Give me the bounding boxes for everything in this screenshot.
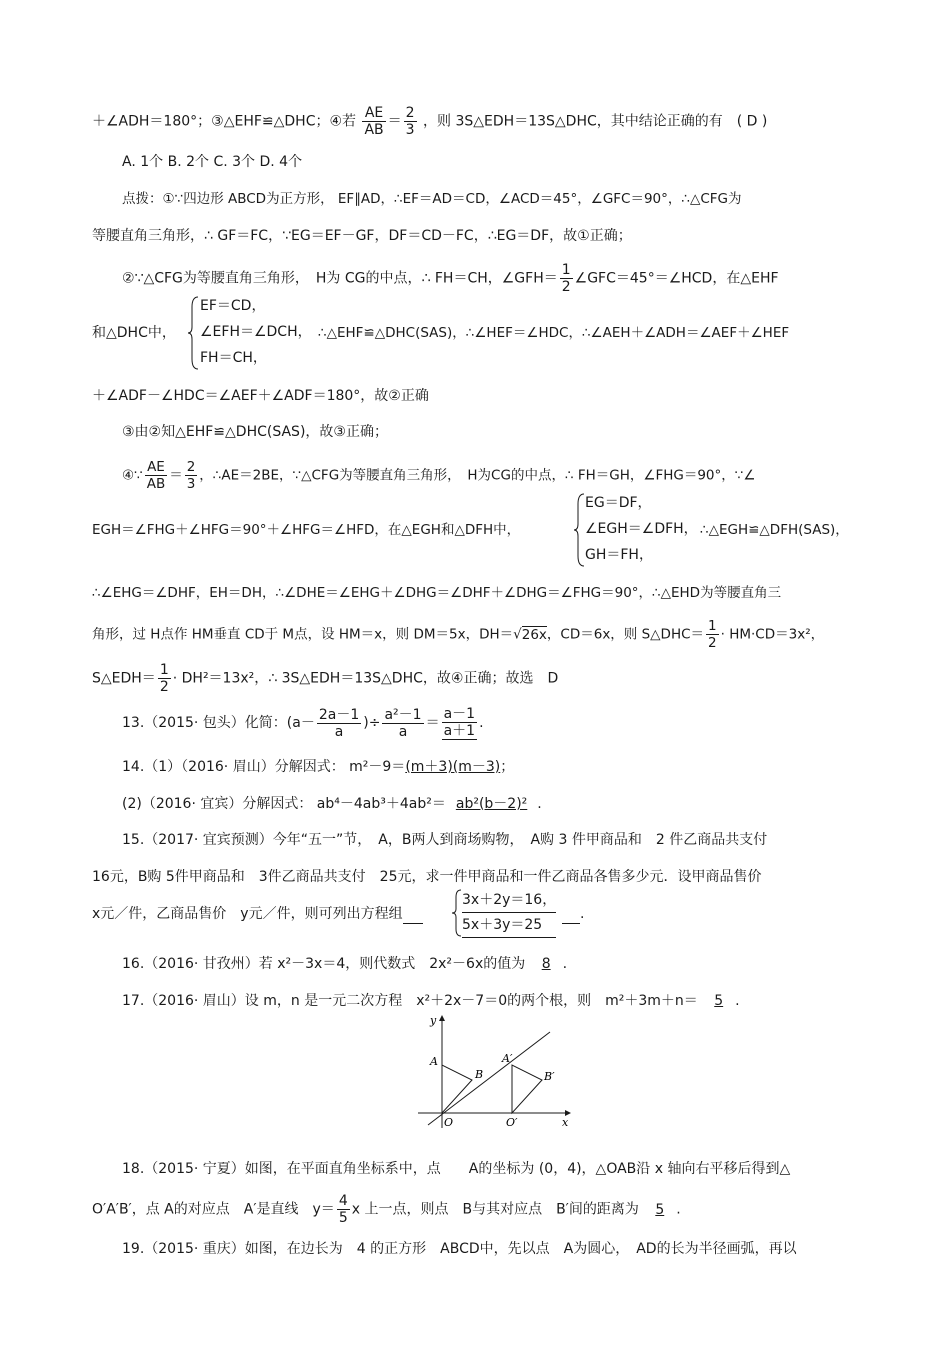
text-q14b: (2)（2016· 宜宾）分解因式： ab⁴－4ab³＋4ab²＝ xyxy=(122,796,446,812)
sqrt-content: 26x xyxy=(521,626,547,643)
line-8: ③由②知△EHF≌△DHC(SAS)，故③正确； xyxy=(122,424,388,440)
eq-2: 5x＋3y＝25 xyxy=(462,913,556,938)
system-1 xyxy=(200,293,312,371)
text-l5a: ②∵△CFG为等腰直角三角形， H为 CG的中点，∴ FH＝CH，∠GFH＝ xyxy=(122,270,558,287)
text-l9b: ，∴AE＝2BE，∵△CFG为等腰直角三角形， H为CG的中点，∴ FH＝GH，∠FHG＝90°，∵∠ xyxy=(199,467,756,484)
line-4: 等腰直角三角形，∴ GF＝FC，∵EG＝EF－GF，DF＝CD－FC，∴EG＝DF，故①正确； xyxy=(92,228,632,244)
question-17: 17.（2016· 眉山）设 m，n 是一元二次方程 x²＋2x－7＝0的两个根，则 m²＋3m＋n＝ 5 . xyxy=(122,993,740,1009)
fraction-q13-2: $\frac{\text{a²－1}}{a}$ xyxy=(384,706,422,740)
line-5 xyxy=(122,262,779,295)
question-15-c xyxy=(92,905,423,924)
question-16: 16.（2016· 甘孜州）若 x²－3x＝4，则代数式 2x²－6x的值为 8 . xyxy=(122,956,568,972)
triangle-o1a1b1 xyxy=(512,1065,542,1113)
system-2 xyxy=(585,490,698,568)
answer-q17: 5 xyxy=(714,993,724,1009)
brace-icon xyxy=(188,295,200,371)
label-b-prime: B′ xyxy=(544,1070,555,1083)
blank xyxy=(403,905,423,924)
answer-q18: 5 xyxy=(655,1201,665,1218)
text-l5b: ∠GFC＝45°＝∠HCD，在△EHF xyxy=(574,270,779,287)
eq-1: 3x＋2y＝16， xyxy=(462,888,556,913)
fraction-ae-ab: $\frac{AE}{AB}$ xyxy=(364,105,384,138)
fraction-ae-ab-2: $\frac{AE}{AB}$ xyxy=(146,459,166,492)
label-x: x xyxy=(562,1116,569,1129)
line-6a: 和△DHC中， xyxy=(92,325,176,341)
fraction-1-2-b: $\frac{1}{2}$ xyxy=(708,618,717,651)
fraction-q13-1: $\frac{2a-1}{a}$ xyxy=(318,706,360,740)
eq-3: GH＝FH， xyxy=(585,547,653,563)
eq-2: ∠EFH＝∠DCH， xyxy=(200,324,312,340)
eq-2: ∠EGH＝∠DFH， xyxy=(585,521,698,537)
text-q14a: 14.（1）（2016· 眉山）分解因式： m²－9＝ xyxy=(122,759,406,775)
line-12 xyxy=(92,618,824,651)
line-9: ④∵ $\frac{AE}{AB}$ ＝ $\frac{2}{3}$ ，∴AE＝2BE，∵△CFG为等腰直角三角形， H为CG的中点，∴ FH＝GH，∠FHG＝90°，∵∠ xyxy=(122,459,756,492)
brace-icon xyxy=(452,889,462,937)
fraction-1-2: $\frac{1}{2}$ xyxy=(561,262,571,295)
triangle-oab xyxy=(442,1065,472,1113)
line-7: ＋∠ADF－∠HDC＝∠AEF＋∠ADF＝180°，故②正确 xyxy=(92,388,429,404)
line-10a: EGH＝∠FHG＋∠HFG＝90°＋∠HFG＝∠HFD，在△EGH和△DFH中， xyxy=(92,522,521,538)
text-l12b: ，CD＝6x，则 S△DHC＝ xyxy=(546,626,705,643)
text-l9a: ④∵ xyxy=(122,467,143,484)
line-2: A. 1个 B. 2个 C. 3个 D. 4个 xyxy=(122,154,303,170)
fraction-2-3-b: $\frac{2}{3}$ xyxy=(186,459,196,492)
question-14b: (2)（2016· 宜宾）分解因式： ab⁴－4ab³＋4ab²＝ ab²(b－2)² . xyxy=(122,796,542,812)
line-3: 点拨：①∵四边形 ABCD为正方形， EF∥AD，∴EF＝AD＝CD，∠ACD＝45°，∠GFC＝90°，∴△CFG为 xyxy=(122,191,742,207)
line-6b: ∴△EHF≌△DHC(SAS)，∴∠HEF＝∠HDC，∴∠AEH＋∠ADH＝∠AEF＋∠HEF xyxy=(318,325,790,341)
answer-q13: $\frac{a-1}{a+1}$ xyxy=(443,706,476,739)
text-l12a: 角形，过 H点作 HM垂直 CD于 M点，设 HM＝x，则 DM＝5x，DH＝ xyxy=(92,626,514,643)
text-l12c: · HM·CD＝3x²， xyxy=(720,626,825,643)
text-q18c: x 上一点，则点 B与其对应点 B′间的距离为 xyxy=(351,1201,639,1218)
eq-1: EG＝DF， xyxy=(585,495,652,511)
fraction-4-5: $\frac{4}{5}$ xyxy=(338,1193,348,1226)
text-q16: 16.（2016· 甘孜州）若 x²－3x＝4，则代数式 2x²－6x的值为 xyxy=(122,956,526,972)
text-l1a: ＋∠ADH＝180°；③△EHF≌△DHC；④若 xyxy=(92,113,357,130)
question-19: 19.（2015· 重庆）如图，在边长为 4 的正方形 ABCD中，先以点 A为圆心， AD的长为半径画弧，再以 xyxy=(122,1241,797,1257)
line-10b: ∴△EGH≌△DFH(SAS)， xyxy=(700,522,849,538)
answer-q16: 8 xyxy=(541,956,551,972)
fraction-1-2-c: $\frac{1}{2}$ xyxy=(159,662,169,695)
sqrt-icon: √ xyxy=(513,626,522,643)
question-14a: 14.（1）（2016· 眉山）分解因式： m²－9＝(m＋3)(m－3)； xyxy=(122,759,515,775)
text-q13a: 13.（2015· 包头）化简：(a－ xyxy=(122,715,315,731)
label-y: y xyxy=(430,1014,437,1027)
text-q17: 17.（2016· 眉山）设 m，n 是一元二次方程 x²＋2x－7＝0的两个根，则 m²＋3m＋n＝ xyxy=(122,993,698,1009)
question-18-a: 18.（2015· 宁夏）如图，在平面直角坐标系中，点 A的坐标为 (0，4)，△OAB沿 x 轴向右平移后得到△ xyxy=(122,1161,791,1177)
text-q15c: x元／件，乙商品售价 y元／件，则可列出方程组 xyxy=(92,906,403,922)
label-o: O xyxy=(444,1116,454,1129)
coordinate-figure xyxy=(410,1010,580,1135)
line-13 xyxy=(92,662,558,695)
answer-q14a: (m＋3)(m－3) xyxy=(405,759,501,775)
question-15-b: 16元，B购 5件甲商品和 3件乙商品共支付 25元，求一件甲商品和一件乙商品各售多少元．设甲商品售价 xyxy=(92,869,762,885)
label-a: A xyxy=(430,1055,438,1068)
text-l1b: ，则 3S△EDH＝13S△DHC，其中结论正确的有 ( D ) xyxy=(423,113,768,130)
line-y-4-5x xyxy=(428,1032,550,1125)
label-o-prime: O′ xyxy=(506,1116,518,1129)
question-15-a: 15.（2017· 宜宾预测）今年“五一”节， A，B两人到商场购物， A购 3 件甲商品和 2 件乙商品共支付 xyxy=(122,832,768,848)
blank-end: . xyxy=(562,905,584,924)
label-a-prime: A′ xyxy=(502,1052,513,1065)
question-18-b: O′A′B′，点 A的对应点 A′是直线 y＝ $\frac{4}{5}$ x 上一点，则点 B与其对应点 B′间的距离为 5 . xyxy=(92,1193,681,1226)
fraction-2-3: $\frac{2}{3}$ xyxy=(405,105,415,138)
line-1: ＋∠ADH＝180°；③△EHF≌△DHC；④若 $\frac{AE}{AB}$ ＝ $\frac{2}{3}$ ，则 3S△EDH＝13S△DHC，其中结论正确的有 ( D ) xyxy=(92,105,768,138)
text-l13b: · DH²＝13x²，∴ 3S△EDH＝13S△DHC，故④正确；故选 D xyxy=(172,670,559,687)
eq-3: FH＝CH， xyxy=(200,350,267,366)
text-l13a: S△EDH＝ xyxy=(92,670,156,687)
text-q13b: )÷ xyxy=(363,715,381,731)
answer-q15-system xyxy=(462,888,556,938)
line-11: ∴∠EHG＝∠DHF，EH＝DH，∴∠DHE＝∠EHG＋∠DHG＝∠DHF＋∠DHG＝∠FHG＝90°，∴△EHD为等腰直角三 xyxy=(92,585,782,601)
question-13: 13.（2015· 包头）化简：(a－ $\frac{2a-1}{a}$ )÷ $\frac{\text{a²－1}}{a}$ ＝ $\frac{a-1}{a+1}$ . xyxy=(122,706,484,740)
eq-1: EF＝CD， xyxy=(200,298,266,314)
text-q18b: O′A′B′，点 A的对应点 A′是直线 y＝ xyxy=(92,1201,335,1218)
label-b: B xyxy=(475,1068,484,1081)
answer-q14b: ab²(b－2)² xyxy=(455,796,528,812)
text-q13c: ＝ xyxy=(425,715,440,731)
